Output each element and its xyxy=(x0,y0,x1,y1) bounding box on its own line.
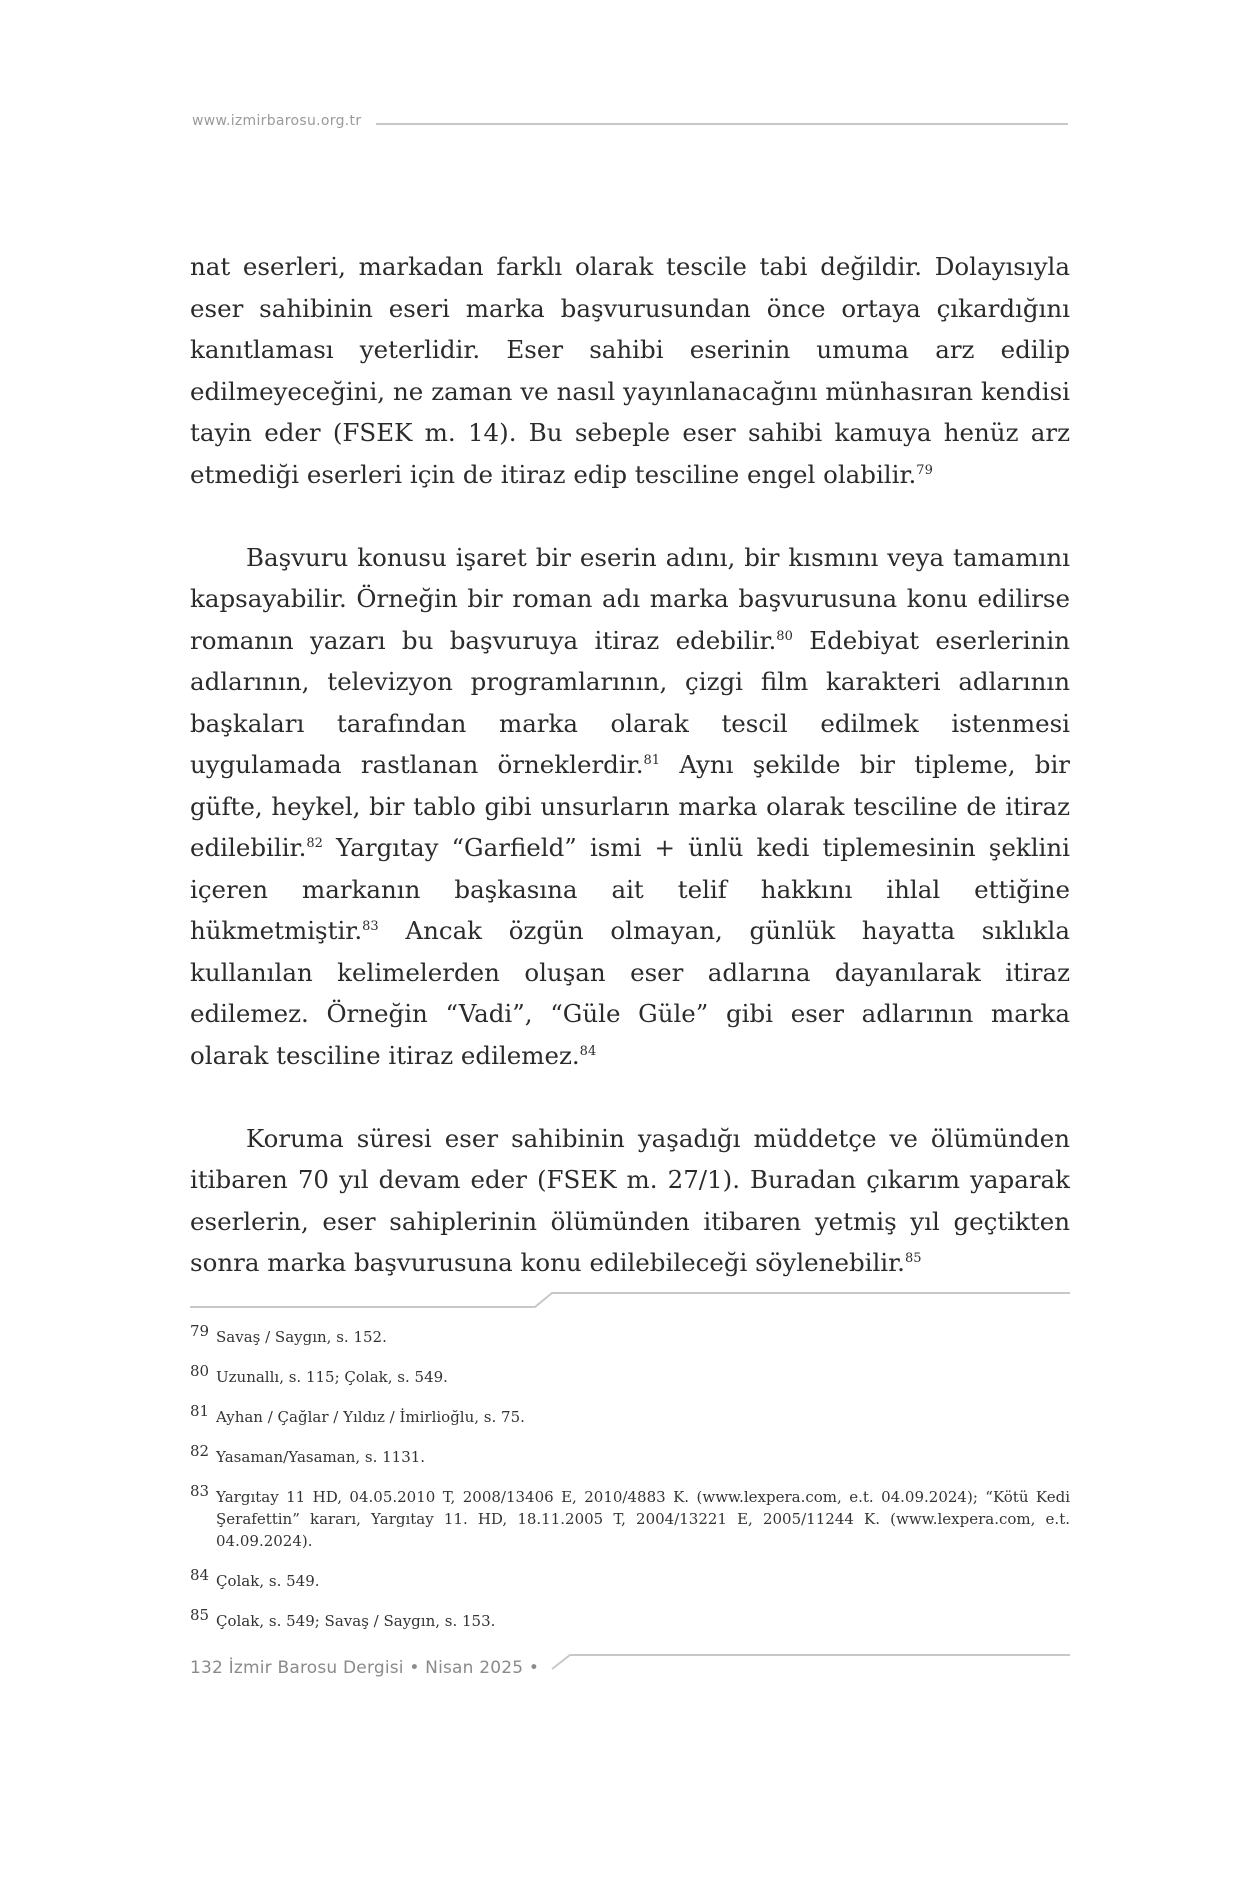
paragraph-text: Koruma süresi eser sahibinin yaşadığı müddetçe ve ölümünden itibaren 70 yıl devam eder (FSEK m. 27/1). Buradan çıkarım yaparak eserlerin, eser sahiplerinin ölümünden itibaren yetmiş yıl geçtikten sonra marka başvurusuna konu edilebileceği söylenebilir. xyxy=(190,1123,1070,1277)
footnote xyxy=(190,1606,1070,1632)
footnote xyxy=(190,1362,1070,1388)
footnote-ref[interactable]: 82 xyxy=(306,836,323,851)
header-divider xyxy=(376,123,1068,125)
paragraph-3 xyxy=(190,1118,1070,1284)
paragraph-text: Yargıtay “Garfield” ismi + ünlü kedi tiplemesinin şeklini içeren markanın başkasına ait telif hakkını ihlal ettiğine hükmetmiştir. xyxy=(190,833,1070,945)
footnote-text: Ayhan / Çağlar / Yıldız / İmirlioğlu, s. 75. xyxy=(216,1408,525,1426)
footnote-number: 81 xyxy=(190,1402,210,1420)
footnote xyxy=(190,1482,1070,1552)
footnote-number: 83 xyxy=(190,1482,210,1500)
paragraph-1 xyxy=(190,246,1070,495)
footnote-ref[interactable]: 80 xyxy=(776,628,793,644)
paragraph-text: Başvuru konusu işaret bir eserin adını, bir kısmını veya tamamını kapsayabilir. Örneğin bir roman adı marka başvurusuna konu edilirse romanın yazarı bu başvuruya itiraz edebilir. xyxy=(190,542,1070,655)
footnote-text: Savaş / Saygın, s. 152. xyxy=(216,1328,387,1346)
footnote xyxy=(190,1566,1070,1592)
paragraph-text: Edebiyat eserlerinin adlarının, televizyon programlarının, çizgi film karakteri adlarının başkaları tarafından marka olarak tescil edilmek istenmesi uygulamada rastlanan örneklerdir. xyxy=(190,625,1070,779)
paragraph-2 xyxy=(190,537,1070,1077)
header-url: www.izmirbarosu.org.tr xyxy=(192,113,362,129)
page-footer: 132 İzmir Barosu Dergisi • Nisan 2025 • xyxy=(190,1658,540,1678)
footnote-number: 80 xyxy=(190,1362,210,1380)
footnote-ref[interactable]: 83 xyxy=(362,919,379,934)
footnote-text: Uzunallı, s. 115; Çolak, s. 549. xyxy=(216,1368,448,1386)
footnote-divider xyxy=(190,1290,1070,1310)
footnote xyxy=(190,1442,1070,1468)
footnote-number: 85 xyxy=(190,1606,210,1624)
footnote-text: Yargıtay 11 HD, 04.05.2010 T, 2008/13406 E, 2010/4883 K. (www.lexpera.com, e.t. 04.09.2024); “Kötü Kedi Şerafettin” kararı, Yargıtay 11. HD, 18.11.2005 T, 2004/13221 E, 2005/11244 K. (www.lexpera.com, e.t. 04.09.2024). xyxy=(216,1488,1070,1550)
footnote-ref[interactable]: 85 xyxy=(904,1251,922,1266)
paragraph-text: nat eserleri, markadan farklı olarak tescile tabi değildir. Dolayısıyla eser sahibinin eseri marka başvurusundan önce ortaya çıkardığını kanıtlaması yeterlidir. Eser sahibi eserinin umuma arz edilip edilmeyeceğini, ne zaman ve nasıl yayınlanacağını münhasıran kendisi tayin eder (FSEK m. 14). Bu sebeple eser sahibi kamuya henüz arz etmediği eserleri için de itiraz edip tesciline engel olabilir. xyxy=(190,252,1070,489)
footnote xyxy=(190,1402,1070,1428)
footer-divider xyxy=(0,1652,1260,1672)
footnote xyxy=(190,1322,1070,1348)
footnote-ref[interactable]: 84 xyxy=(579,1043,597,1059)
footnote-number: 79 xyxy=(190,1322,210,1340)
footnote-ref[interactable]: 79 xyxy=(916,462,933,478)
footnote-number: 84 xyxy=(190,1566,210,1584)
footnote-ref[interactable]: 81 xyxy=(643,753,661,768)
footnote-text: Çolak, s. 549; Savaş / Saygın, s. 153. xyxy=(216,1612,496,1630)
footnotes xyxy=(190,1322,1070,1650)
footnote-text: Çolak, s. 549. xyxy=(216,1572,320,1590)
paragraph-text: Ancak özgün olmayan, günlük hayatta sıklıkla kullanılan kelimelerden oluşan eser adlarına dayanılarak itiraz edilemez. Örneğin “Vadi”, “Güle Güle” gibi eser adlarının marka olarak tesciline itiraz edilemez. xyxy=(190,916,1070,1070)
paragraph-text: Aynı şekilde bir tipleme, bir güfte, heykel, bir tablo gibi unsurların marka olarak tesciline de itiraz edilebilir. xyxy=(190,750,1070,862)
article-body xyxy=(190,246,1070,1325)
footnote-text: Yasaman/Yasaman, s. 1131. xyxy=(216,1448,426,1466)
footnote-number: 82 xyxy=(190,1442,210,1460)
